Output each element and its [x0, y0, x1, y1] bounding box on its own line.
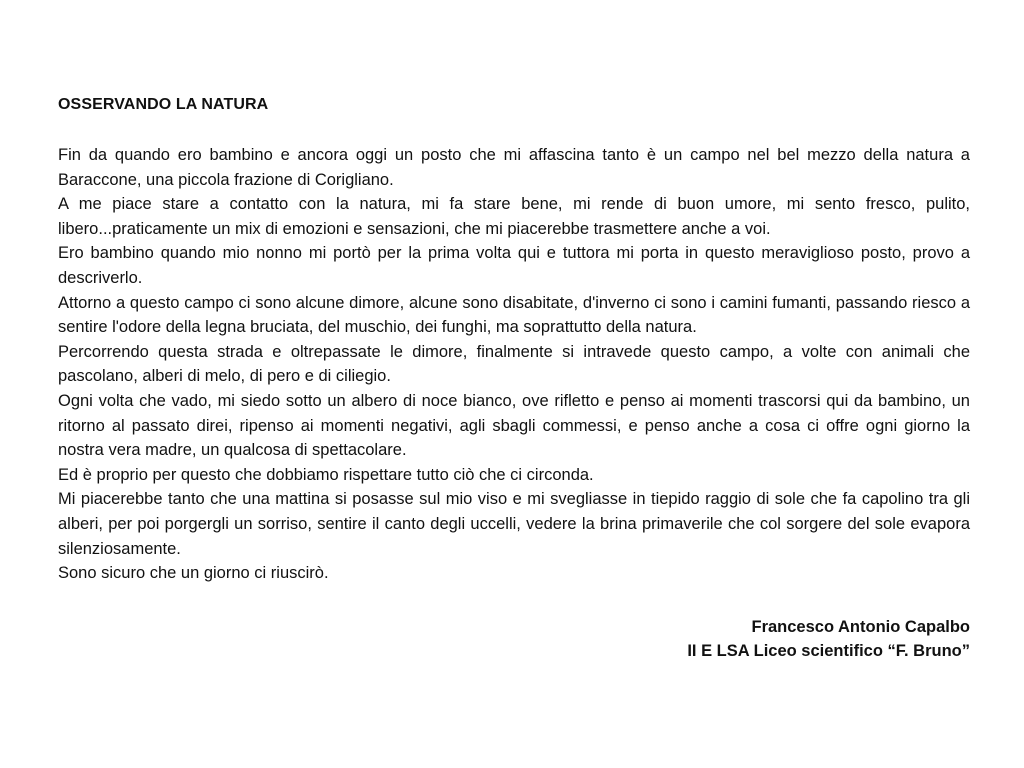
author-school: II E LSA Liceo scientifico “F. Bruno”	[687, 641, 970, 660]
paragraph: Fin da quando ero bambino e ancora oggi un posto che mi affascina tanto è un campo nel bel mezzo della natura a Baraccone, una piccola frazione di Corigliano.	[58, 146, 970, 189]
paragraph: A me piace stare a contatto con la natura, mi fa stare bene, mi rende di buon umore, mi sento fresco, pulito, libero...praticamente un mix di emozioni e sensazioni, che mi piacerebbe trasmettere anche a voi.	[58, 195, 970, 238]
paragraph: Sono sicuro che un giorno ci riuscirò.	[58, 564, 329, 583]
document-page	[58, 94, 970, 663]
paragraph: Attorno a questo campo ci sono alcune dimore, alcune sono disabitate, d'inverno ci sono i camini fumanti, passando riesco a sentire l'odore della legna bruciata, del muschio, dei funghi, ma soprattutto della natura.	[58, 293, 970, 337]
paragraph: Ed è proprio per questo che dobbiamo rispettare tutto ciò che ci circonda.	[58, 465, 594, 484]
signature-block	[58, 615, 970, 663]
paragraph: Ero bambino quando mio nonno mi portò per la prima volta qui e tuttora mi porta in questo meraviglioso posto, provo a descriverlo.	[58, 244, 970, 287]
paragraph: Ogni volta che vado, mi siedo sotto un albero di noce bianco, ove rifletto e penso ai momenti trascorsi qui da bambino, un ritorno al passato direi, ripenso ai momenti negativi, agli sbagli commessi, e penso anche a cosa ci offre ogni giorno la nostra vera madre, un qualcosa di spettacolare.	[58, 391, 970, 460]
document-title: OSSERVANDO LA NATURA	[58, 96, 269, 113]
document-body	[58, 143, 970, 586]
paragraph: Percorrendo questa strada e oltrepassate le dimore, finalmente si intravede questo campo, a volte con animali che pascolano, alberi di melo, di pero e di ciliegio.	[58, 342, 970, 386]
paragraph: Mi piacerebbe tanto che una mattina si posasse sul mio viso e mi svegliasse in tiepido raggio di sole che fa capolino tra gli alberi, per poi porgergli un sorriso, sentire il canto degli uccelli, vedere la brina primaverile che col sorgere del sole evapora silenziosamente.	[58, 490, 970, 558]
author-name: Francesco Antonio Capalbo	[751, 617, 970, 636]
